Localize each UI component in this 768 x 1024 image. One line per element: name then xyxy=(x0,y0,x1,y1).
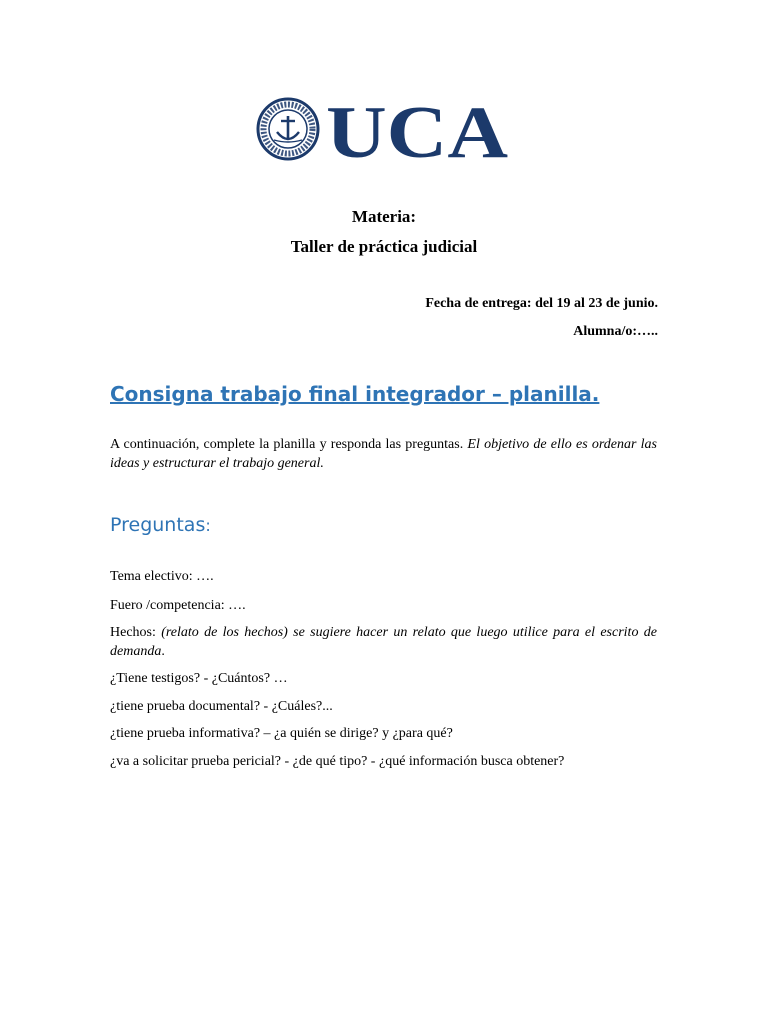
uca-logo-text: UCA xyxy=(326,96,508,164)
uca-logo-graphic xyxy=(256,96,512,164)
questions-heading xyxy=(110,514,211,536)
subject-title: Taller de práctica judicial xyxy=(290,237,478,256)
question-tema: Tema electivo: …. xyxy=(110,569,214,584)
uca-logo xyxy=(256,96,512,164)
question-fuero: Fuero /competencia: …. xyxy=(110,598,246,613)
intro-italic-text: El objetivo de ello es ordenar las ideas y estructurar el trabajo general. xyxy=(110,437,657,471)
question-informativa: ¿tiene prueba informativa? – ¿a quién se dirige? y ¿para qué? xyxy=(110,726,453,741)
hechos-italic: (relato de los hechos) se sugiere hacer un relato que luego utilice para el escrito de demanda xyxy=(110,625,657,659)
intro-plain-text: A continuación, complete la planilla y responda las preguntas. xyxy=(110,437,468,452)
hechos-end: . xyxy=(161,644,165,659)
questions-heading-colon: : xyxy=(205,516,211,535)
question-hechos xyxy=(110,623,657,661)
question-testigos: ¿Tiene testigos? - ¿Cuántos? … xyxy=(110,671,288,686)
intro-paragraph xyxy=(110,435,657,473)
hechos-label: Hechos: xyxy=(110,625,162,640)
page-title: Consigna trabajo final integrador – planilla. xyxy=(110,382,600,406)
question-pericial: ¿va a solicitar prueba pericial? - ¿de qué tipo? - ¿qué información busca obtener? xyxy=(110,754,565,769)
student-field: Alumna/o:….. xyxy=(573,324,658,339)
materia-label: Materia: xyxy=(351,207,417,226)
due-date: Fecha de entrega: del 19 al 23 de junio. xyxy=(425,296,658,311)
question-documental: ¿tiene prueba documental? - ¿Cuáles?... xyxy=(110,699,333,714)
questions-heading-label: Preguntas xyxy=(110,514,206,536)
